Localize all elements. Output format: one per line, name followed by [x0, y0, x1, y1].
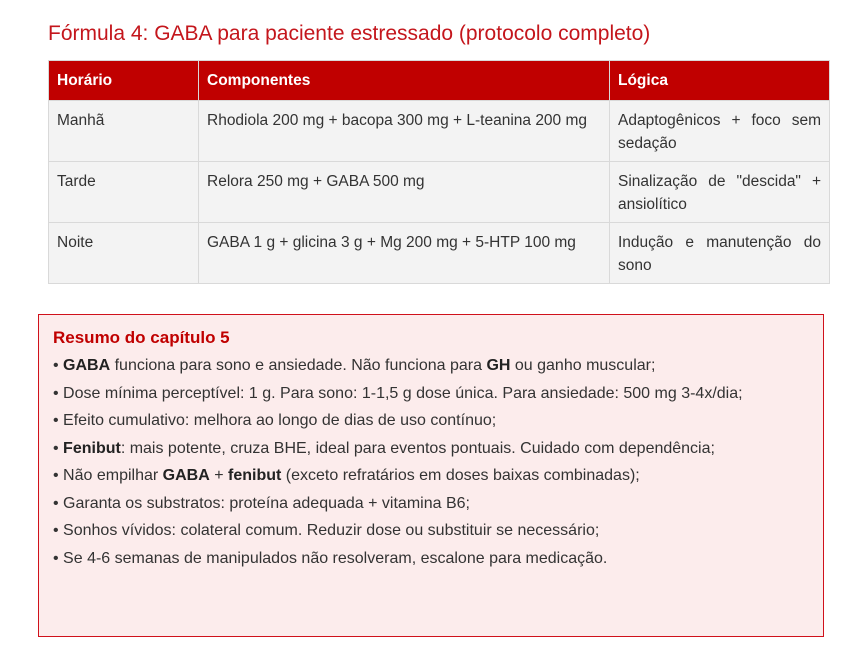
- list-item: • Se 4-6 semanas de manipulados não resolveram, escalone para medicação.: [53, 549, 608, 567]
- cell-horario: Tarde: [49, 162, 199, 223]
- summary-heading: Resumo do capítulo 5: [53, 328, 230, 347]
- list-item: • Efeito cumulativo: melhora ao longo de dias de uso contínuo;: [53, 412, 497, 429]
- list-item: • Garanta os substratos: proteína adequada + vitamina B6;: [53, 494, 470, 512]
- cell-horario: Manhã: [49, 101, 199, 162]
- cell-componentes: Relora 250 mg + GABA 500 mg: [199, 162, 610, 223]
- list-item: • GABA funciona para sono e ansiedade. Não funciona para GH ou ganho muscular;: [53, 357, 656, 374]
- header-horario: Horário: [49, 61, 199, 101]
- table-row: [49, 101, 830, 162]
- table-row: [49, 223, 830, 284]
- list-item: • Dose mínima perceptível: 1 g. Para sono: 1-1,5 g dose única. Para ansiedade: 500 mg 3-4x/dia;: [53, 384, 743, 402]
- cell-logica: Adaptogênicos + foco sem sedação: [610, 101, 830, 162]
- formula-title: Fórmula 4: GABA para paciente estressado (protocolo completo): [48, 22, 651, 45]
- header-logica: Lógica: [610, 61, 830, 101]
- cell-logica: Indução e manutenção do sono: [610, 223, 830, 284]
- table-row: [49, 162, 830, 223]
- list-item: • Não empilhar GABA + fenibut (exceto refratários em doses baixas combinadas);: [53, 467, 640, 484]
- cell-horario: Noite: [49, 223, 199, 284]
- summary-list: [53, 355, 809, 570]
- cell-componentes: Rhodiola 200 mg + bacopa 300 mg + L-teanina 200 mg: [199, 101, 610, 162]
- list-item: • Sonhos vívidos: colateral comum. Reduzir dose ou substituir se necessário;: [53, 522, 600, 539]
- list-item: • Fenibut: mais potente, cruza BHE, ideal para eventos pontuais. Cuidado com dependência;: [53, 439, 715, 457]
- chapter-summary-box: [38, 314, 824, 637]
- header-componentes: Componentes: [199, 61, 610, 101]
- formula-table: [48, 60, 830, 284]
- cell-componentes: GABA 1 g + glicina 3 g + Mg 200 mg + 5-HTP 100 mg: [199, 223, 610, 284]
- cell-logica: Sinalização de "descida" + ansiolítico: [610, 162, 830, 223]
- table-header-row: [49, 61, 830, 101]
